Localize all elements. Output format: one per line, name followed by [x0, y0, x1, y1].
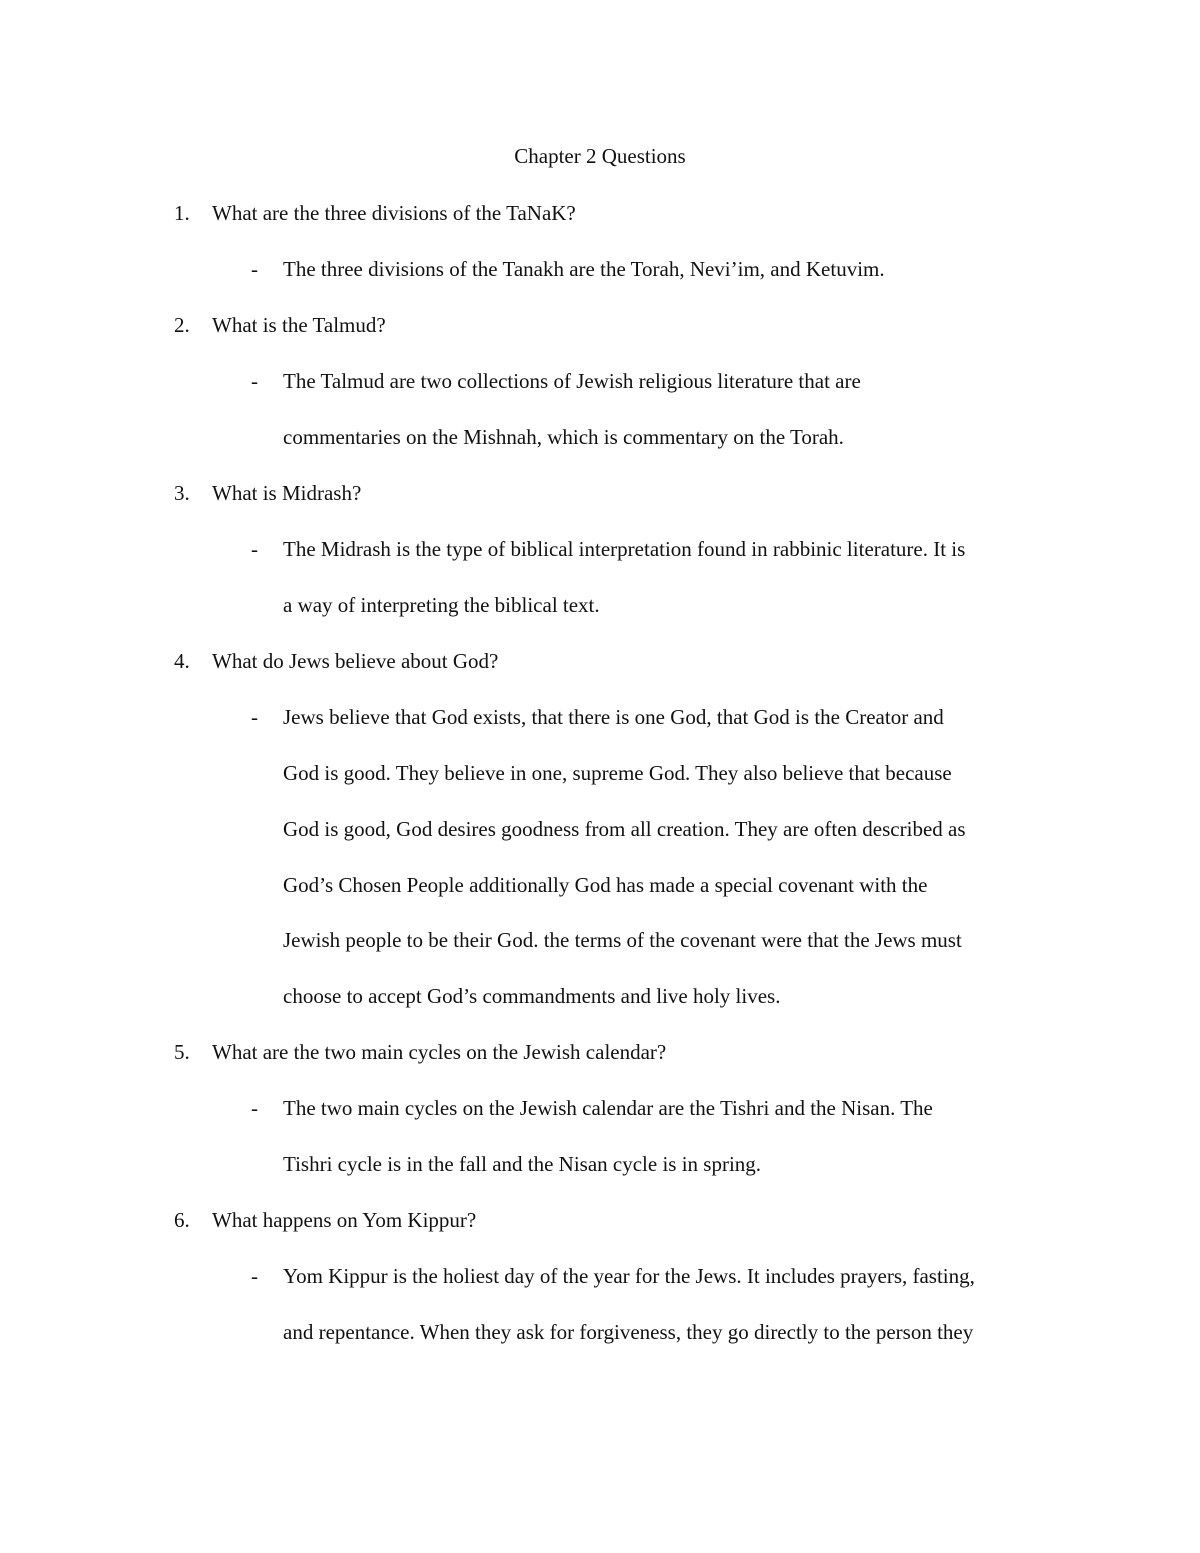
answer-line: God is good. They believe in one, supreme God. They also believe that because	[283, 761, 952, 785]
question-number: 6.	[174, 1208, 190, 1232]
answer-line: The three divisions of the Tanakh are the Torah, Nevi’im, and Ketuvim.	[283, 257, 885, 281]
question-text: What are the two main cycles on the Jewish calendar?	[212, 1040, 667, 1064]
answer-line: choose to accept God’s commandments and live holy lives.	[283, 984, 781, 1008]
answer-line: The two main cycles on the Jewish calendar are the Tishri and the Nisan. The	[283, 1096, 933, 1120]
question-number: 1.	[174, 201, 190, 225]
answer-line: Jewish people to be their God. the terms of the covenant were that the Jews must	[283, 928, 962, 952]
answer-line: commentaries on the Mishnah, which is commentary on the Torah.	[283, 425, 844, 449]
answer-line: Jews believe that God exists, that there is one God, that God is the Creator and	[283, 705, 944, 729]
answer-bullet: -	[251, 537, 258, 561]
answer-line: God is good, God desires goodness from all creation. They are often described as	[283, 817, 966, 841]
page-title: Chapter 2 Questions	[514, 144, 686, 168]
answer-bullet: -	[251, 1264, 258, 1288]
question-text: What happens on Yom Kippur?	[212, 1208, 477, 1232]
question-text: What do Jews believe about God?	[212, 649, 499, 673]
answer-bullet: -	[251, 705, 258, 729]
answer-line: The Midrash is the type of biblical interpretation found in rabbinic literature. It is	[283, 537, 966, 561]
question-text: What are the three divisions of the TaNaK?	[212, 201, 576, 225]
question-text: What is the Talmud?	[212, 313, 386, 337]
answer-line: God’s Chosen People additionally God has made a special covenant with the	[283, 873, 928, 897]
answer-bullet: -	[251, 369, 258, 393]
question-number: 2.	[174, 313, 190, 337]
answer-line: Tishri cycle is in the fall and the Nisan cycle is in spring.	[283, 1152, 762, 1176]
answer-line: a way of interpreting the biblical text.	[283, 593, 600, 617]
question-number: 5.	[174, 1040, 190, 1064]
answer-bullet: -	[251, 257, 258, 281]
question-number: 3.	[174, 481, 190, 505]
question-text: What is Midrash?	[212, 481, 362, 505]
question-number: 4.	[174, 649, 190, 673]
answer-line: The Talmud are two collections of Jewish religious literature that are	[283, 369, 861, 393]
answer-line: and repentance. When they ask for forgiveness, they go directly to the person they	[283, 1320, 974, 1344]
answer-line: Yom Kippur is the holiest day of the year for the Jews. It includes prayers, fasting,	[283, 1264, 975, 1288]
answer-bullet: -	[251, 1096, 258, 1120]
